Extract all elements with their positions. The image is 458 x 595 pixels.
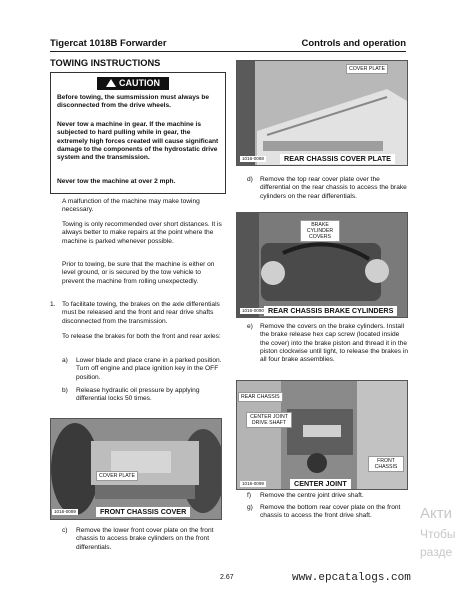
caution-text-3: Never tow the machine at over 2 mph. [57, 178, 176, 185]
watermark-line-1: Акти [420, 505, 452, 522]
front-cover-plate-label: COVER PLATE [96, 471, 138, 481]
warning-icon [106, 79, 116, 87]
step-d-text: Remove the top rear cover plate over the differential on the rear chassis to access the brake cylinders on the rear differentials. [260, 176, 407, 200]
front-chassis-cover-caption: FRONT CHASSIS COVER [96, 507, 190, 517]
watermark-site: www.epcatalogs.com [292, 572, 411, 584]
step-d-number: d) [247, 176, 253, 183]
front-chassis-cover-code: 1016-0089 [54, 509, 76, 514]
step-c-text: Remove the lower front cover plate on the front chassis to access brake cylinders on the front differentials. [76, 527, 214, 551]
step-g-text: Remove the bottom rear cover plate on the front chassis to access the front drive shaft. [260, 504, 401, 520]
page-number: 2.67 [220, 574, 234, 581]
rear-chassis-cover-code: 1016-0088 [242, 156, 264, 161]
rear-cover-plate-label: COVER PLATE [346, 64, 388, 74]
step-c-number: c) [62, 527, 68, 534]
rear-chassis-cover-image [237, 61, 407, 165]
body-paragraph-2: Towing is only recommended over short distances. It is always better to make repairs at the point where the machine is parked whenever possible. [62, 221, 222, 245]
step-e-number: e) [247, 323, 253, 330]
rear-chassis-cover-photo [236, 60, 408, 166]
step-a-text: Lower blade and place crane in a parked position. Turn off engine and place ignition key in the OFF position. [76, 357, 222, 381]
header-section: Controls and operation [301, 38, 406, 49]
front-chassis-cover-image [51, 419, 221, 519]
caution-banner [97, 77, 169, 90]
step-f-text: Remove the centre joint drive shaft. [260, 492, 364, 499]
caution-text-2: Never tow a machine in gear. If the machine is subjected to hard pulling while in gear, the extremely high forces created will cause significant damage to the components of the hydrostatic drive system and the transmission. [57, 121, 219, 162]
step-b-number: b) [62, 387, 68, 394]
front-chassis-label: FRONT CHASSIS [368, 456, 404, 472]
caution-label: CAUTION [119, 78, 160, 88]
rear-chassis-label: REAR CHASSIS [238, 392, 283, 402]
step-1-intro: To release the brakes for both the front and rear axles: [62, 333, 221, 340]
body-paragraph-3: Prior to towing, be sure that the machine is either on level ground, or is secured by the tow vehicle to prevent the machine from rolling unexpectedly. [62, 261, 215, 285]
body-paragraph-1: A malfunction of the machine may make towing necessary. [62, 198, 200, 214]
brake-cylinder-covers-label: BRAKE CYLINDER COVERS [300, 220, 340, 242]
header-rule [50, 51, 406, 52]
header-title: Tigercat 1018B Forwarder [50, 38, 167, 49]
center-joint-caption: CENTER JOINT [290, 479, 351, 489]
caution-text-1: Before towing, the sumsmission must always be disconnected from the drive wheels. [57, 94, 210, 110]
step-e-text: Remove the covers on the brake cylinders. Install the brake release hex cap screw (located inside the cover) into the brake piston and thread it in the piston clockwise until tight, to release the brakes in all four brake assemblies. [260, 323, 409, 364]
rear-chassis-cover-caption: REAR CHASSIS COVER PLATE [280, 154, 395, 164]
watermark-line-2: Чтобы [420, 527, 456, 541]
front-chassis-cover-photo [50, 418, 222, 520]
center-joint-code: 1016-0099 [242, 481, 264, 486]
rear-brake-cylinders-code: 1016-0090 [242, 308, 264, 313]
step-a-number: a) [62, 357, 68, 364]
step-1-text: To facilitate towing, the brakes on the axle differentials must be released and the front and rear drive shafts disconnected from the transmission. [62, 301, 220, 325]
center-joint-drive-shaft-label: CENTER JOINT DRIVE SHAFT [246, 412, 292, 428]
step-f-number: f) [247, 492, 252, 499]
watermark-line-3: разде [420, 545, 453, 559]
section-title: TOWING INSTRUCTIONS [50, 58, 161, 68]
step-1-number: 1. [50, 301, 56, 308]
step-b-text: Release hydraulic oil pressure by applying differential locks 50 times. [76, 387, 200, 403]
step-g-number: g) [247, 504, 253, 511]
rear-brake-cylinders-caption: REAR CHASSIS BRAKE CYLINDERS [264, 306, 397, 316]
